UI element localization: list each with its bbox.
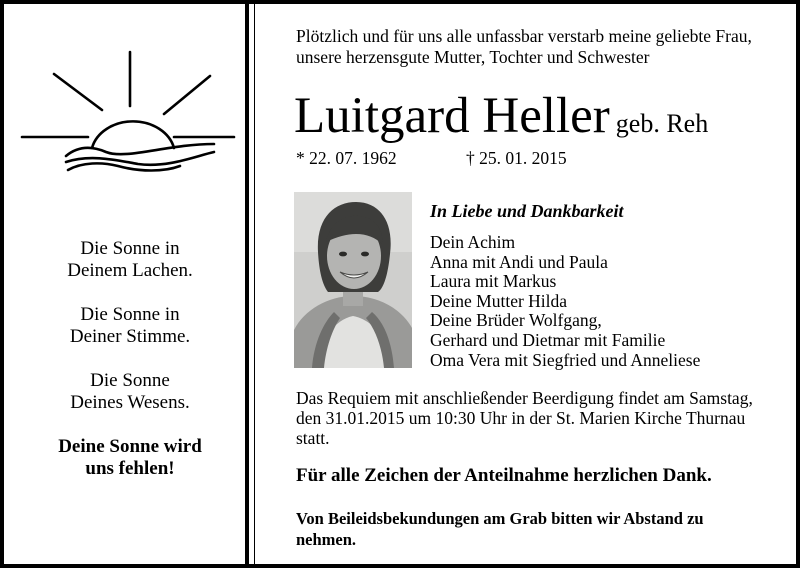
- poem-closing-line: Deine Sonne wird: [58, 436, 202, 457]
- poem-line: Die Sonne: [90, 370, 170, 391]
- birth-date: * 22. 07. 1962: [296, 148, 397, 168]
- death-date: † 25. 01. 2015: [466, 148, 567, 168]
- portrait-illustration: [294, 192, 412, 368]
- mourner-entry: Gerhard und Dietmar mit Familie: [430, 329, 666, 350]
- deceased-name: Luitgard Heller: [294, 88, 610, 144]
- mourner-entry: Deine Brüder Wolfgang,: [430, 310, 602, 331]
- mourner-entry: Deine Mutter Hilda: [430, 290, 568, 311]
- deceased-name-line: [294, 88, 708, 144]
- poem-closing: [14, 436, 246, 480]
- poem-closing-line: uns fehlen!: [85, 458, 175, 479]
- thanks-line: Für alle Zeichen der Anteilnahme herzlichen Dank.: [296, 465, 712, 486]
- poem-line: Deiner Stimme.: [69, 326, 191, 347]
- maiden-name: geb. Reh: [615, 109, 709, 138]
- poem-line: Deinem Lachen.: [67, 260, 193, 281]
- mourner-entry: Laura mit Markus: [430, 271, 557, 292]
- poem-line: Die Sonne in: [80, 304, 180, 325]
- mourners-heading: In Liebe und Dankbarkeit: [430, 201, 624, 221]
- poem: [14, 238, 246, 502]
- mourner-entry: Oma Vera mit Siegfried und Anneliese: [430, 349, 701, 370]
- mourners-list: [430, 233, 780, 370]
- condolence-note: Von Beileidsbekundungen am Grab bitten wir Abstand zu nehmen.: [296, 509, 704, 549]
- portrait-photo: [294, 192, 412, 368]
- requiem-info: Das Requiem mit anschließender Beerdigung findet am Samstag, den 31.01.2015 um 10:30 Uhr in der St. Marien Kirche Thurnau statt.: [296, 388, 753, 448]
- column-divider-thin: [254, 0, 255, 568]
- mourner-entry: Dein Achim: [430, 232, 516, 252]
- mourner-entry: Anna mit Andi und Paula: [430, 251, 608, 272]
- poem-stanza: [14, 304, 246, 348]
- poem-line: Die Sonne in: [80, 238, 180, 259]
- poem-stanza: [14, 370, 246, 414]
- intro-text: Plötzlich und für uns alle unfassbar verstarb meine geliebte Frau, unsere herzensgute Mutter, Tochter und Schwester: [296, 26, 752, 67]
- poem-line: Deines Wesens.: [70, 392, 190, 413]
- sunset-icon: [18, 44, 238, 194]
- poem-stanza: [14, 238, 246, 282]
